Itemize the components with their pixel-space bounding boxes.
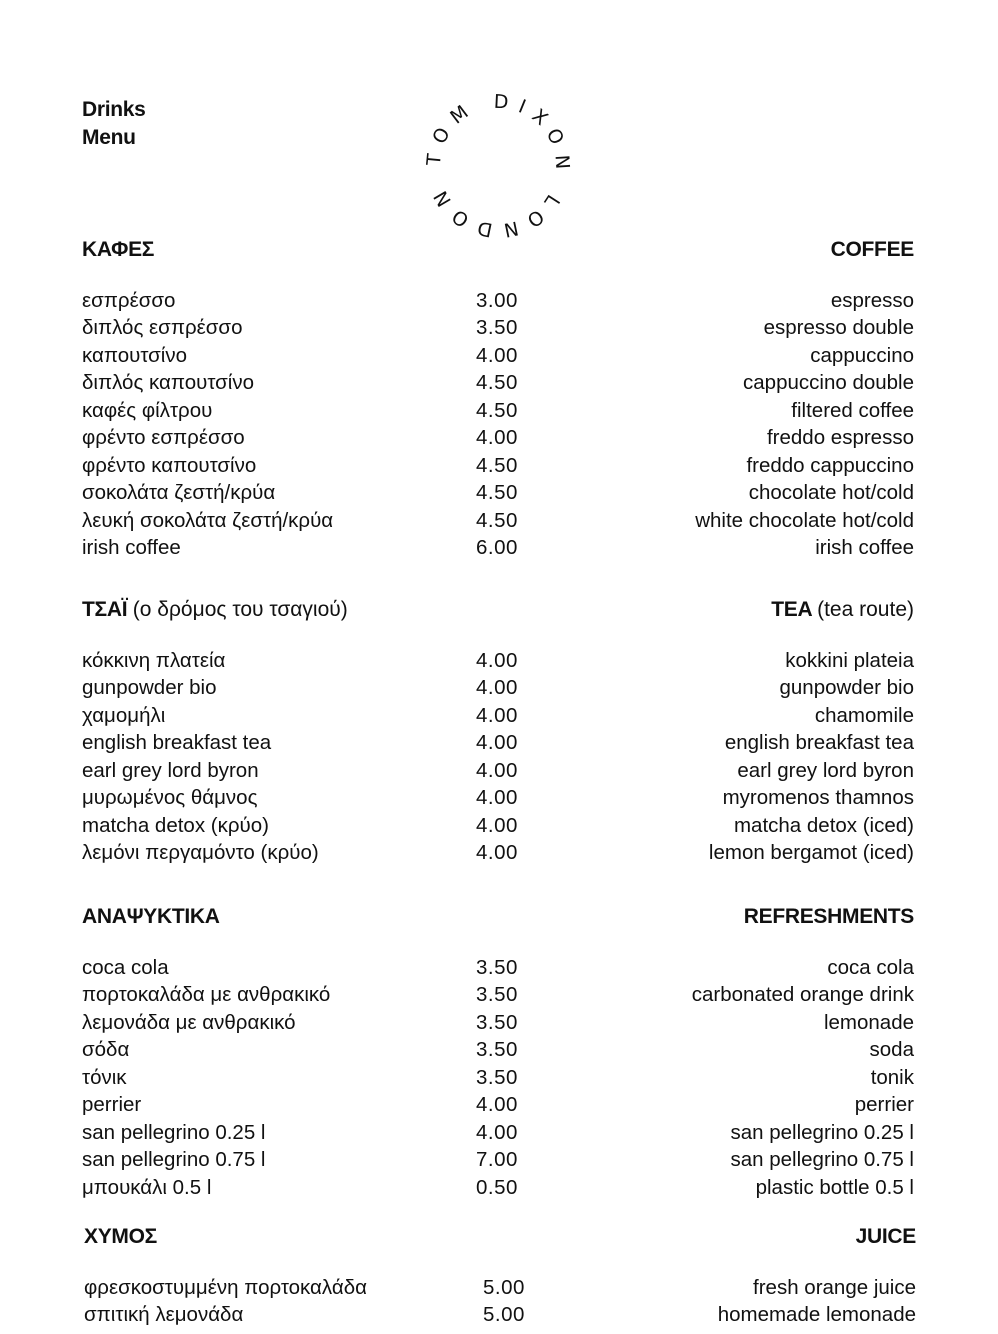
- menu-item-row: [0, 479, 998, 506]
- item-name-english: chocolate hot/cold: [748, 481, 914, 505]
- item-name-english: lemonade: [823, 1010, 914, 1034]
- item-price: 4.00: [476, 426, 518, 450]
- item-price: 4.00: [476, 1093, 518, 1117]
- item-name-english: espresso: [830, 289, 914, 312]
- item-name-greek: πορτοκαλάδα με ανθρακικό: [82, 983, 331, 1007]
- item-name-english: white chocolate hot/cold: [695, 508, 914, 532]
- section-juice: [0, 1222, 998, 1327]
- item-name-english: gunpowder bio: [779, 676, 914, 700]
- menu-item-row: [0, 452, 998, 479]
- item-price: 4.50: [476, 481, 518, 505]
- item-price: 5.00: [483, 1276, 525, 1299]
- menu-item-row: [0, 424, 998, 451]
- menu-item-row: [0, 1119, 998, 1146]
- section-title-english-main: TEA: [771, 598, 812, 621]
- item-name-greek: διπλός εσπρέσσο: [82, 316, 243, 340]
- menu-item-row: [0, 1146, 998, 1173]
- item-name-greek: σπιτική λεμονάδα: [84, 1303, 244, 1327]
- menu-item-row: [0, 647, 998, 674]
- item-price: 5.00: [483, 1303, 525, 1327]
- item-name-greek: earl grey lord byron: [82, 758, 259, 782]
- item-price: 4.00: [476, 676, 518, 700]
- item-name-english: kokkini plateia: [785, 649, 914, 672]
- item-name-english: freddo cappuccino: [746, 453, 914, 477]
- item-price: 4.00: [476, 813, 518, 837]
- item-price: 4.50: [476, 398, 518, 422]
- menu-item-row: [0, 1091, 998, 1118]
- page-title: [82, 96, 146, 152]
- menu-item-row: [0, 839, 998, 866]
- item-price: 3.50: [476, 316, 518, 340]
- item-name-greek: λεμόνι περγαμόντο (κρύο): [82, 841, 319, 865]
- item-name-greek: gunpowder bio: [82, 676, 217, 700]
- item-price: 0.50: [476, 1175, 518, 1199]
- item-price: 4.00: [476, 731, 518, 755]
- section-header: [0, 902, 998, 932]
- item-price: 7.00: [476, 1148, 518, 1172]
- item-name-greek: τόνικ: [82, 1065, 127, 1089]
- menu-item-row: [0, 784, 998, 811]
- item-name-english: soda: [869, 1038, 914, 1062]
- menu-item-row: [0, 674, 998, 701]
- item-name-greek: καπουτσίνο: [82, 343, 187, 367]
- section-header: [0, 235, 998, 265]
- item-name-greek: φρέντο εσπρέσσο: [82, 426, 245, 450]
- item-price: 4.00: [476, 841, 518, 865]
- item-name-english: espresso double: [763, 316, 914, 340]
- item-name-greek: φρεσκοστυμμένη πορτοκαλάδα: [84, 1276, 367, 1299]
- item-name-greek: english breakfast tea: [82, 731, 272, 755]
- menu-item-row: [0, 1174, 998, 1201]
- menu-item-row: [0, 729, 998, 756]
- item-name-greek: coca cola: [82, 956, 169, 979]
- item-price: 3.50: [476, 956, 518, 979]
- item-price: 3.50: [476, 983, 518, 1007]
- section-subtitle-english: (tea route): [817, 598, 914, 621]
- item-price: 3.50: [476, 1010, 518, 1034]
- menu-item-row: [0, 397, 998, 424]
- item-name-english: carbonated orange drink: [691, 983, 914, 1007]
- item-price: 3.00: [476, 289, 518, 312]
- menu-item-row: [0, 342, 998, 369]
- item-price: 3.50: [476, 1065, 518, 1089]
- menu-item-row: [0, 702, 998, 729]
- item-price: 6.00: [476, 535, 518, 559]
- menu-item-row: [0, 369, 998, 396]
- menu-item-row: [0, 981, 998, 1008]
- section-subtitle-greek: (ο δρόμος του τσαγιού): [132, 598, 348, 621]
- section-header: [0, 1222, 998, 1252]
- item-name-greek: perrier: [82, 1093, 142, 1117]
- item-name-greek: φρέντο καπουτσίνο: [82, 453, 257, 477]
- item-name-english: cappuccino double: [743, 371, 914, 395]
- menu-item-row: [0, 954, 998, 981]
- item-name-english: lemon bergamot (iced): [708, 841, 914, 865]
- menu-item-row: [0, 507, 998, 534]
- section-title-greek-main: ΤΣΑΪ: [82, 598, 128, 621]
- section-tea: [0, 595, 998, 865]
- item-price: 3.50: [476, 1038, 518, 1062]
- item-name-greek: διπλός καπουτσίνο: [82, 371, 255, 395]
- section-title-english: REFRESHMENTS: [743, 905, 914, 928]
- item-name-greek: κόκκινη πλατεία: [82, 649, 226, 672]
- menu-item-row: [0, 1301, 998, 1328]
- item-name-english: filtered coffee: [791, 398, 914, 422]
- menu-item-row: [0, 287, 998, 314]
- item-name-english: cappuccino: [810, 343, 914, 367]
- logo-text: TOM DIXON LONDON: [422, 90, 574, 241]
- item-name-greek: san pellegrino 0.25 l: [82, 1120, 266, 1144]
- menu-item-row: [0, 757, 998, 784]
- item-name-english: matcha detox (iced): [733, 813, 914, 837]
- section-title-english: COFFEE: [830, 238, 914, 261]
- item-price: 4.00: [476, 343, 518, 367]
- item-name-greek: καφές φίλτρου: [82, 398, 213, 422]
- item-name-english: earl grey lord byron: [737, 758, 914, 782]
- menu-item-row: [0, 314, 998, 341]
- item-price: 4.50: [476, 508, 518, 532]
- item-name-greek: λευκή σοκολάτα ζεστή/κρύα: [82, 508, 334, 532]
- item-name-english: myromenos thamnos: [722, 786, 914, 810]
- menu-item-row: [0, 1064, 998, 1091]
- item-name-english: perrier: [854, 1093, 914, 1117]
- item-name-english: san pellegrino 0.25 l: [730, 1120, 914, 1144]
- item-name-english: freddo espresso: [766, 426, 914, 450]
- menu-item-row: [0, 1274, 998, 1301]
- item-name-greek: εσπρέσσο: [82, 289, 176, 312]
- section-title-greek: [82, 595, 348, 625]
- section-refreshments: [0, 902, 998, 1199]
- item-name-english: chamomile: [814, 703, 914, 727]
- menu-item-row: [0, 1036, 998, 1063]
- item-name-greek: χαμομήλι: [82, 703, 166, 727]
- item-name-english: san pellegrino 0.75 l: [730, 1148, 914, 1172]
- menu-item-row: [0, 812, 998, 839]
- item-name-greek: μυρωμένος θάμνος: [82, 786, 258, 810]
- item-price: 4.00: [476, 649, 518, 672]
- item-name-greek: λεμονάδα με ανθρακικό: [82, 1010, 296, 1034]
- page-title-line2: Menu: [82, 126, 136, 149]
- section-coffee: [0, 235, 998, 559]
- section-title-greek: ΧΥΜΟΣ: [84, 1225, 157, 1248]
- item-price: 4.50: [476, 371, 518, 395]
- item-name-english: homemade lemonade: [717, 1303, 916, 1327]
- page-title-line1: Drinks: [82, 98, 146, 121]
- item-name-greek: σοκολάτα ζεστή/κρύα: [82, 481, 276, 505]
- item-price: 4.50: [476, 453, 518, 477]
- section-title-english: [771, 595, 914, 625]
- section-title-english: JUICE: [855, 1225, 916, 1248]
- item-price: 4.00: [476, 1120, 518, 1144]
- section-title-greek: ΚΑΦΕΣ: [82, 238, 155, 261]
- section-title-greek: ΑΝΑΨΥΚΤΙΚΑ: [82, 905, 220, 928]
- item-list: [0, 647, 998, 867]
- item-list: [0, 287, 998, 561]
- item-name-english: tonik: [870, 1065, 914, 1089]
- item-name-english: english breakfast tea: [724, 731, 914, 755]
- item-name-greek: san pellegrino 0.75 l: [82, 1148, 266, 1172]
- item-name-english: irish coffee: [815, 535, 914, 559]
- item-name-greek: irish coffee: [82, 535, 181, 559]
- item-price: 4.00: [476, 703, 518, 727]
- item-list: [0, 954, 998, 1201]
- section-header: [0, 595, 998, 625]
- item-list: [0, 1274, 998, 1329]
- tom-dixon-logo: [418, 86, 578, 246]
- item-name-english: coca cola: [827, 956, 914, 979]
- menu-item-row: [0, 534, 998, 561]
- item-name-english: fresh orange juice: [753, 1276, 916, 1299]
- item-name-greek: σόδα: [82, 1038, 130, 1062]
- item-price: 4.00: [476, 786, 518, 810]
- item-name-greek: μπουκάλι 0.5 l: [82, 1175, 212, 1199]
- item-name-greek: matcha detox (κρύο): [82, 813, 269, 837]
- item-price: 4.00: [476, 758, 518, 782]
- item-name-english: plastic bottle 0.5 l: [755, 1175, 914, 1199]
- menu-item-row: [0, 1009, 998, 1036]
